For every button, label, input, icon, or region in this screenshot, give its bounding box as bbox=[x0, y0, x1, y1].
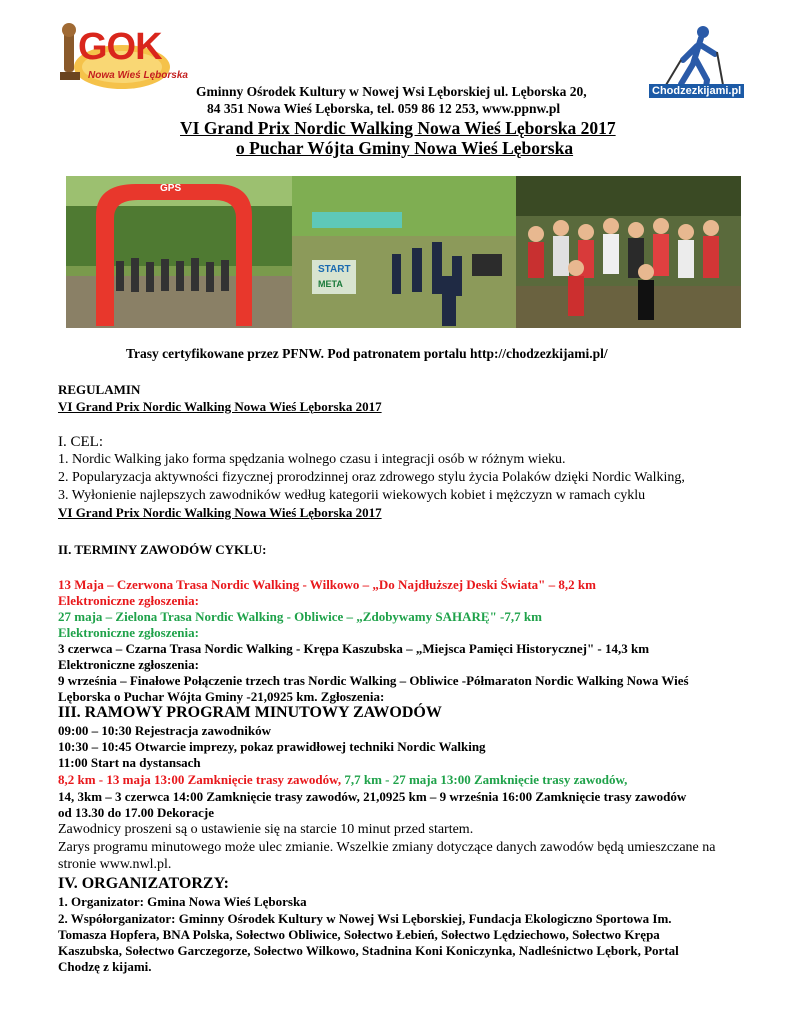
race-4-line1: 9 września – Finałowe Połączenie trzech tras Nordic Walking – Obliwice -Półmaraton Nordic Walking Nowa Wieś bbox=[58, 673, 689, 688]
terminy-heading: II. TERMINY ZAWODÓW CYKLU: bbox=[58, 542, 267, 557]
program-item-1: 09:00 – 10:30 Rejestracja zawodników bbox=[58, 723, 272, 738]
photo-walkers bbox=[292, 176, 516, 328]
chodzezkijami-logo-text: Chodzezkijami.pl bbox=[649, 84, 744, 98]
cel-heading: I. CEL: bbox=[58, 434, 103, 450]
program-closing-times-1 bbox=[58, 772, 627, 787]
closing-red-route: 8,2 km - 13 maja 13:00 Zamknięcie trasy zawodów, bbox=[58, 772, 342, 787]
gok-logo bbox=[52, 22, 188, 92]
certified-note: Trasy certyfikowane przez PFNW. Pod patronatem portalu http://chodzezkijami.pl/ bbox=[126, 346, 608, 361]
program-closing-times-2: 14, 3km – 3 czerwca 14:00 Zamknięcie trasy zawodów, 21,0925 km – 9 września 16:00 Zamknięcie trasy zawodów bbox=[58, 789, 687, 804]
coorganizer-line1: 2. Współorganizator: Gminny Ośrodek Kultury w Nowej Wsi Lęborskiej, Fundacja Ekologiczno Sportowa Im. bbox=[58, 911, 672, 926]
photo-start-arch bbox=[66, 176, 292, 328]
photo-strip bbox=[66, 176, 741, 328]
header-address-line2: 84 351 Nowa Wieś Lęborska, tel. 059 86 12 253, www.ppnw.pl bbox=[207, 101, 561, 116]
program-ceremony: od 13.30 do 17.00 Dekoracje bbox=[58, 805, 214, 820]
page-subtitle: o Puchar Wójta Gminy Nowa Wieś Lęborska bbox=[236, 138, 574, 158]
coorganizer-line4: Chodzę z kijami. bbox=[58, 959, 152, 974]
cel-cycle-name: VI Grand Prix Nordic Walking Nowa Wieś Lęborska 2017 bbox=[58, 505, 382, 520]
organizer-1: 1. Organizator: Gmina Nowa Wieś Lęborska bbox=[58, 894, 307, 909]
chodzezkijami-logo bbox=[645, 24, 750, 104]
program-note-3: stronie www.nwl.pl. bbox=[58, 857, 172, 872]
gok-logo-text: GOK bbox=[78, 26, 162, 68]
regulamin-subtitle: VI Grand Prix Nordic Walking Nowa Wieś Lęborska 2017 bbox=[58, 399, 382, 414]
race-3: 3 czerwca – Czarna Trasa Nordic Walking - Krępa Kaszubska – „Miejsca Pamięci Historycznej" - 14,3 km bbox=[58, 641, 650, 656]
program-item-2: 10:30 – 10:45 Otwarcie imprezy, pokaz prawidłowej techniki Nordic Walking bbox=[58, 739, 486, 754]
cel-item-2: 2. Popularyzacja aktywności fizycznej prorodzinnej oraz zdrowego stylu życia Polaków dzięki Nordic Walking, bbox=[58, 470, 685, 485]
race-2-registration-link[interactable]: Elektroniczne zgłoszenia: bbox=[58, 625, 199, 640]
race-2: 27 maja – Zielona Trasa Nordic Walking - Obliwice – „Zdobywamy SAHARĘ" -7,7 km bbox=[58, 609, 542, 624]
meta-sign: META bbox=[318, 279, 343, 289]
arch-brand-text: GPS bbox=[160, 183, 182, 194]
start-sign: START bbox=[318, 264, 351, 275]
photo-group bbox=[516, 176, 741, 328]
race-4-line2: Lęborska o Puchar Wójta Gminy -21,0925 km. Zgłoszenia: bbox=[58, 689, 385, 704]
program-note-1: Zawodnicy proszeni są o ustawienie się na starcie 10 minut przed startem. bbox=[58, 822, 474, 837]
closing-green-route: 7,7 km - 27 maja 13:00 Zamknięcie trasy zawodów, bbox=[344, 772, 628, 787]
program-item-3: 11:00 Start na dystansach bbox=[58, 755, 201, 770]
regulamin-heading: REGULAMIN bbox=[58, 382, 141, 397]
organizatorzy-heading: IV. ORGANIZATORZY: bbox=[58, 875, 230, 892]
race-1: 13 Maja – Czerwona Trasa Nordic Walking - Wilkowo – „Do Najdłuższej Deski Świata" – 8,2 km bbox=[58, 577, 596, 592]
header-address-line1: Gminny Ośrodek Kultury w Nowej Wsi Lęborskiej ul. Lęborska 20, bbox=[196, 84, 587, 99]
race-1-registration-link[interactable]: Elektroniczne zgłoszenia: bbox=[58, 593, 199, 608]
cel-item-1: 1. Nordic Walking jako forma spędzania wolnego czasu i integracji osób w różnym wieku. bbox=[58, 452, 566, 467]
program-heading: III. RAMOWY PROGRAM MINUTOWY ZAWODÓW bbox=[58, 704, 442, 721]
program-note-2: Zarys programu minutowego może ulec zmianie. Wszelkie zmiany dotyczące danych zawodów będą umieszczane na bbox=[58, 840, 716, 855]
coorganizer-line3: Kaszubska, Sołectwo Garczegorze, Sołectwo Wilkowo, Stadnina Koni Koniczynka, Nadleśnictwo Lębork, Portal bbox=[58, 943, 679, 958]
cel-item-3: 3. Wyłonienie najlepszych zawodników według kategorii wiekowych kobiet i mężczyzn w ramach cyklu bbox=[58, 488, 646, 503]
gok-logo-subtitle: Nowa Wieś Lęborska bbox=[88, 70, 188, 81]
race-3-registration-link[interactable]: Elektroniczne zgłoszenia: bbox=[58, 657, 199, 672]
page-title: VI Grand Prix Nordic Walking Nowa Wieś Lęborska 2017 bbox=[180, 118, 616, 138]
coorganizer-line2: Tomasza Hopfera, BNA Polska, Sołectwo Obliwice, Sołectwo Łebień, Sołectwo Lędziechowo, Sołectwo Krępa bbox=[58, 927, 660, 942]
